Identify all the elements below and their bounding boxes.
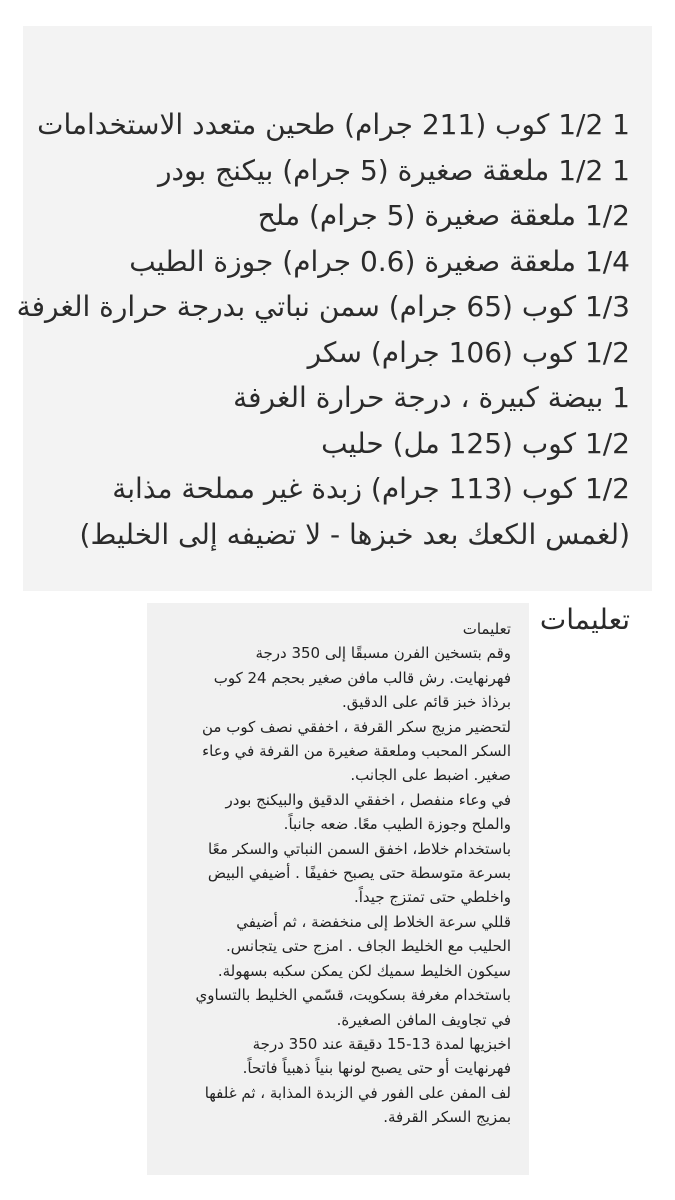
instruction-step <box>157 983 511 1032</box>
instruction-line: بسرعة متوسطة حتى يصبح خفيفًا . أضيفي البيض <box>207 864 511 883</box>
instruction-line: والملح وجوزة الطيب معًا. ضعه جانباً. <box>283 815 511 834</box>
instruction-line: وقم بتسخين الفرن مسبقًا إلى 350 درجة <box>255 644 511 663</box>
ingredient-item: 1 1/2 كوب (211 جرام) طحين متعدد الاستخدامات <box>37 108 630 141</box>
ingredients-card <box>16 26 652 636</box>
ingredients-list <box>17 102 630 557</box>
instruction-line: صغير. اضبط على الجانب. <box>350 766 511 785</box>
instruction-line: السكر المحبب وملعقة صغيرة من القرفة في وعاء <box>202 742 511 761</box>
instruction-step <box>157 641 511 714</box>
ingredient-item: 1/4 ملعقة صغيرة (0.6 جرام) جوزة الطيب <box>129 244 630 278</box>
ingredient-item: (لغمس الكعك بعد خبزها - لا تضيفه إلى الخليط) <box>79 517 630 551</box>
ingredient-item: 1 1/2 ملعقة صغيرة (5 جرام) بيكنج بودر <box>157 153 630 187</box>
instructions-body <box>157 617 511 1130</box>
ingredient-item: 1/2 ملعقة صغيرة (5 جرام) ملح <box>257 199 630 232</box>
instruction-line: برذاذ خبز قائم على الدقيق. <box>341 693 511 712</box>
ingredient-item: 1/2 كوب (125 مل) حليب <box>321 426 630 460</box>
instruction-step <box>157 1032 511 1081</box>
instruction-line: بمزيج السكر القرفة. <box>383 1108 511 1127</box>
instruction-line: الحليب مع الخليط الجاف . امزج حتى يتجانس. <box>226 937 511 956</box>
instruction-line: في تجاويف المافن الصغيرة. <box>336 1010 511 1029</box>
instruction-line: سيكون الخليط سميك لكن يمكن سكبه بسهولة. <box>217 961 511 980</box>
ingredient-item: 1/2 كوب (106 جرام) سكر <box>307 335 630 369</box>
instruction-line: باستخدام مغرفة بسكويت، قسّمي الخليط بالتساوي <box>195 986 511 1005</box>
instruction-line: فهرنهايت. رش قالب مافن صغير بحجم 24 كوب <box>213 668 511 687</box>
instruction-step <box>157 837 511 910</box>
instructions-title: تعليمات <box>462 620 511 638</box>
instructions-card <box>147 603 529 1175</box>
instruction-step <box>157 788 511 837</box>
instruction-line: لتحضير مزيج سكر القرفة ، اخفقي نصف كوب من <box>202 717 511 736</box>
instruction-step <box>157 715 511 788</box>
instruction-line: في وعاء منفصل ، اخفقي الدقيق والبيكنج بودر <box>225 790 511 809</box>
ingredient-item: 1/2 كوب (113 جرام) زبدة غير مملحة مذابة <box>112 472 630 505</box>
instruction-line: باستخدام خلاط، اخفق السمن النباتي والسكر معًا <box>208 839 511 858</box>
ingredient-item: 1 بيضة كبيرة ، درجة حرارة الغرفة <box>233 381 630 414</box>
instruction-line: لف المفن على الفور في الزبدة المذابة ، ثم غلفها <box>204 1083 511 1102</box>
ingredient-item: 1/3 كوب (65 جرام) سمن نباتي بدرجة حرارة الغرفة <box>16 290 630 323</box>
instruction-line: فهرنهايت أو حتى يصبح لونها بنياً ذهبياً فاتحاً. <box>242 1059 511 1078</box>
instruction-step <box>157 1081 511 1130</box>
instructions-heading-cutoff: تعليمات <box>539 603 630 636</box>
instruction-step <box>157 910 511 983</box>
instruction-line: واخلطي حتى تمتزج جيداً. <box>353 888 511 907</box>
instruction-line: اخبزيها لمدة 13-15 دقيقة عند 350 درجة <box>252 1034 511 1053</box>
instruction-line: قللي سرعة الخلاط إلى منخفضة ، ثم أضيفي <box>236 912 511 931</box>
